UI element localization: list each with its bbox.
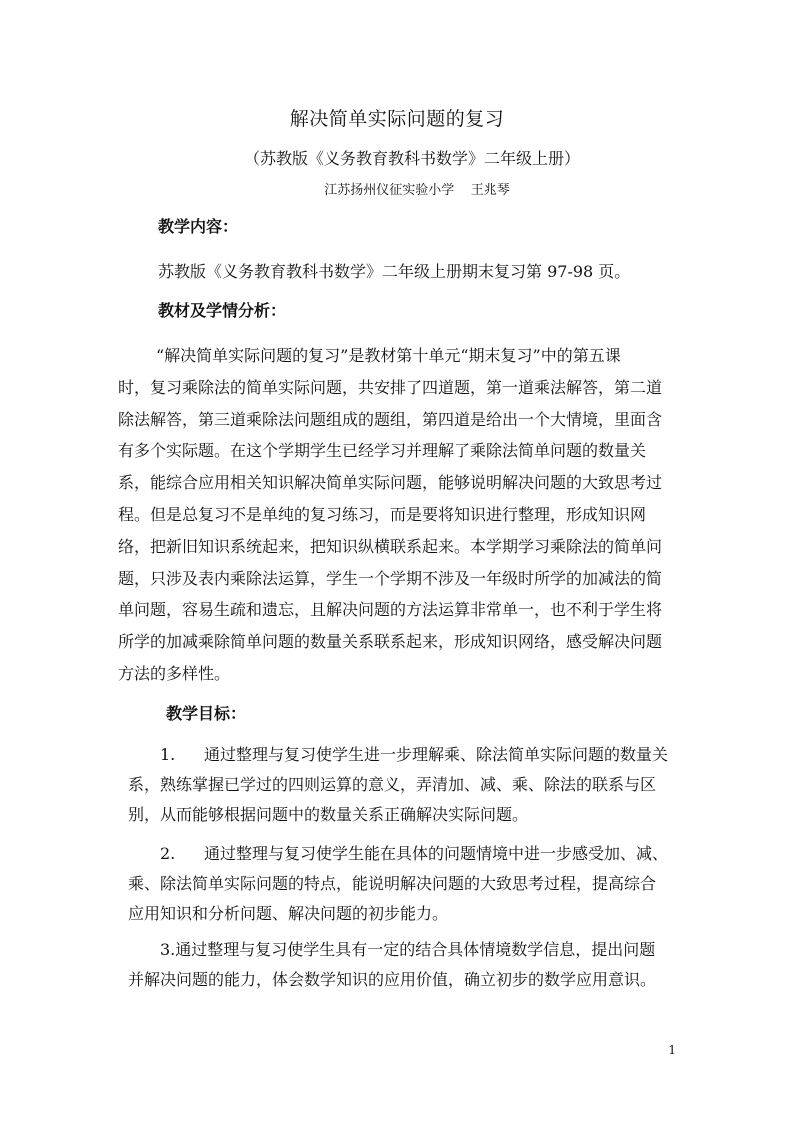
goal-line: 别，从而能够根据问题中的数量关系正确解决实际问题。 (128, 805, 529, 824)
document-title: 解决简单实际问题的复习 (289, 108, 505, 130)
goal-item-2 (118, 839, 669, 929)
goal-line: 通过整理与复习使学生具有一定的结合具体情境数学信息，提出问题 (175, 940, 656, 959)
goal-line: 应用知识和分析问题、解决问题的初步能力。 (128, 904, 449, 923)
goal-number: 1. (160, 745, 176, 764)
goal-number: 3. (160, 940, 176, 959)
analysis-line: 络，把新旧知识系统起来，把知识纵横联系起来。本学期学习乘除法的简单问 (118, 536, 663, 556)
author-line: 江苏扬州仪征实验小学 王兆琴 (324, 183, 510, 198)
page-number: 1 (668, 1043, 676, 1057)
goal-number: 2. (160, 844, 176, 863)
goal-item-3 (118, 935, 657, 995)
heading-teaching-goals: 教学目标： (166, 704, 247, 723)
analysis-line: 有多个实际题。在这个学期学生已经学习并理解了乘除法简单问题的数量关 (118, 441, 647, 461)
goal-item-1 (118, 740, 669, 830)
teaching-content-text: 苏教版《义务教育教科书数学》二年级上册期末复习第 97-98 页。 (158, 262, 631, 281)
goal-line: 系，熟练掌握已学过的四则运算的意义，弄清加、减、乘、除法的联系与区 (128, 775, 657, 794)
heading-analysis: 教材及学情分析： (158, 301, 287, 320)
analysis-line: “解决简单实际问题的复习”是教材第十单元“期末复习”中的第五课 (156, 346, 621, 365)
goal-line: 通过整理与复习使学生能在具体的问题情境中进一步感受加、减、 (204, 844, 669, 863)
goal-line: 并解决问题的能力，体会数学知识的应用价值，确立初步的数学应用意识。 (128, 970, 657, 989)
analysis-line: 时，复习乘除法的简单实际问题，共安排了四道题，第一道乘法解答，第二道 (118, 377, 663, 397)
analysis-line: 方法的多样性。 (118, 663, 231, 683)
analysis-line: 题，只涉及表内乘除法运算，学生一个学期不涉及一年级时所学的加减法的简 (118, 568, 663, 588)
goal-line: 乘、除法简单实际问题的特点，能说明解决问题的大致思考过程，提高综合 (128, 874, 657, 893)
goal-line: 通过整理与复习使学生进一步理解乘、除法简单实际问题的数量关 (204, 745, 669, 764)
analysis-line: 除法解答，第三道乘除法问题组成的题组，第四道是给出一个大情境，里面含 (118, 409, 663, 429)
analysis-line: 程。但是总复习不是单纯的复习练习，而是要将知识进行整理，形成知识网 (118, 504, 647, 524)
analysis-line: 所学的加减乘除简单问题的数量关系联系起来，形成知识网络，感受解决问题 (118, 632, 663, 652)
heading-teaching-content: 教学内容： (158, 217, 239, 236)
analysis-line: 单问题，容易生疏和遗忘，且解决问题的方法运算非常单一，也不利于学生将 (118, 600, 663, 620)
analysis-line: 系，能综合应用相关知识解决简单实际问题，能够说明解决问题的大致思考过 (118, 473, 663, 493)
analysis-paragraph (118, 340, 663, 690)
document-subtitle: （苏教版《义务教育教科书数学》二年级上册） (243, 149, 580, 168)
